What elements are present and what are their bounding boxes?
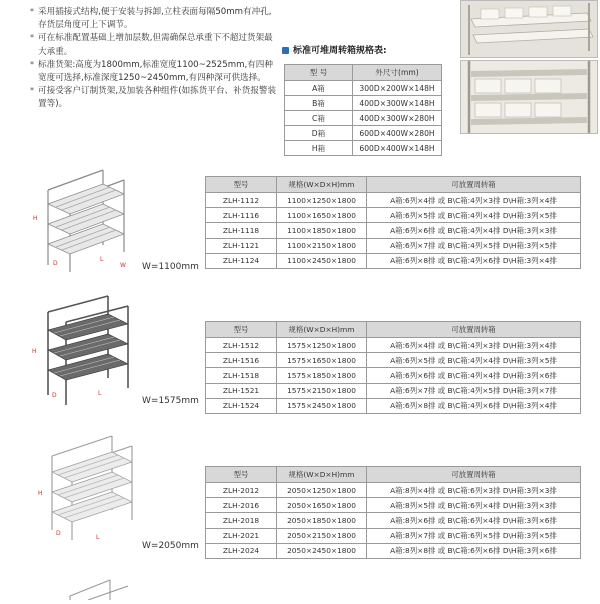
header-cell: 规格(W×D×H)mm bbox=[277, 177, 367, 193]
table-cell: A箱:8列×8排 或 B\C箱:6列×6排 D\H箱:3列×6排 bbox=[367, 543, 581, 558]
table-cell: 1100×1250×1800 bbox=[277, 193, 367, 208]
depth-letter: D bbox=[56, 530, 61, 537]
table-cell: ZLH-1124 bbox=[206, 253, 277, 268]
table-cell: ZLH-1112 bbox=[206, 193, 277, 208]
width-label-2050: W=2050mm bbox=[142, 541, 199, 551]
table-row bbox=[285, 141, 442, 156]
table-row bbox=[206, 223, 581, 238]
table-row bbox=[206, 368, 581, 383]
table-row bbox=[285, 81, 442, 96]
table-cell: A箱:6列×6排 或 B\C箱:4列×4排 D\H箱:3列×3排 bbox=[367, 223, 581, 238]
table-cell: ZLH-1118 bbox=[206, 223, 277, 238]
length-letter: L bbox=[100, 256, 104, 263]
header-cell: 型号 bbox=[206, 467, 277, 483]
table-cell: ZLH-1518 bbox=[206, 368, 277, 383]
table-row bbox=[206, 383, 581, 398]
table-row bbox=[285, 96, 442, 111]
table-cell: 1100×1650×1800 bbox=[277, 208, 367, 223]
table-header-row bbox=[206, 322, 581, 338]
table-row bbox=[206, 238, 581, 253]
table-cell: 600D×400W×280H bbox=[353, 126, 442, 141]
table-cell: B箱 bbox=[285, 96, 353, 111]
table-cell: 1575×1250×1800 bbox=[277, 338, 367, 353]
table-cell: A箱:8列×4排 或 B\C箱:6列×3排 D\H箱:3列×3排 bbox=[367, 483, 581, 498]
rack-drawing-1100 bbox=[28, 160, 138, 279]
table-row bbox=[206, 253, 581, 268]
feature-item: * 采用插接式结构,便于安装与拆卸,立柱表面每隔50mm有冲孔,存货层角度可上下调节。 bbox=[30, 6, 280, 32]
feature-item: * 可在标准配置基础上增加层数,但需确保总承重下不超过货架最大承重。 bbox=[30, 32, 280, 58]
table-cell: 1100×2450×1800 bbox=[277, 253, 367, 268]
table-header-row bbox=[206, 177, 581, 193]
length-letter: L bbox=[96, 534, 100, 541]
feature-item: * 标准货架:高度为1800mm,标准宽度1100~2525mm,有四种宽度可选择,标准深度1250~2450mm,有四种深可供选择。 bbox=[30, 59, 280, 85]
table-cell: 2050×2150×1800 bbox=[277, 528, 367, 543]
header-cell: 可放置周转箱 bbox=[367, 467, 581, 483]
table-cell: 1575×2450×1800 bbox=[277, 398, 367, 413]
model-table-2050 bbox=[205, 466, 581, 559]
table-cell: A箱:6列×4排 或 B\C箱:4列×3排 D\H箱:3列×4排 bbox=[367, 338, 581, 353]
table-cell: ZLH-2018 bbox=[206, 513, 277, 528]
table-cell: A箱 bbox=[285, 81, 353, 96]
header-cell: 可放置周转箱 bbox=[367, 177, 581, 193]
depth-letter: D bbox=[52, 392, 57, 399]
product-photo-bottom bbox=[460, 60, 598, 134]
table-cell: 1100×2150×1800 bbox=[277, 238, 367, 253]
table-cell: C箱 bbox=[285, 111, 353, 126]
table-row bbox=[206, 193, 581, 208]
square-bullet-icon bbox=[282, 47, 289, 54]
table-cell: ZLH-2012 bbox=[206, 483, 277, 498]
table-cell: ZLH-1524 bbox=[206, 398, 277, 413]
height-letter: H bbox=[38, 490, 43, 497]
table-cell: A箱:6列×5排 或 B\C箱:4列×4排 D\H箱:3列×5排 bbox=[367, 353, 581, 368]
table-cell: ZLH-2016 bbox=[206, 498, 277, 513]
header-cell: 可放置周转箱 bbox=[367, 322, 581, 338]
feature-item: * 可接受客户订制货架,及加装各种组件(如拣货平台、补货报警装置等)。 bbox=[30, 85, 280, 111]
table-cell: ZLH-1521 bbox=[206, 383, 277, 398]
table-row bbox=[285, 126, 442, 141]
table-cell: ZLH-1121 bbox=[206, 238, 277, 253]
height-letter: H bbox=[33, 215, 38, 222]
table-cell: A箱:6列×7排 或 B\C箱:4列×5排 D\H箱:3列×5排 bbox=[367, 238, 581, 253]
table-cell: 400D×300W×280H bbox=[353, 111, 442, 126]
table-cell: 1575×2150×1800 bbox=[277, 383, 367, 398]
model-table-1575 bbox=[205, 321, 581, 414]
table-cell: A箱:6列×7排 或 B\C箱:4列×5排 D\H箱:3列×7排 bbox=[367, 383, 581, 398]
table-cell: ZLH-1116 bbox=[206, 208, 277, 223]
table-row bbox=[206, 398, 581, 413]
table-row bbox=[206, 528, 581, 543]
table-cell: 2050×2450×1800 bbox=[277, 543, 367, 558]
table-cell: A箱:6列×4排 或 B\C箱:4列×3排 D\H箱:3列×4排 bbox=[367, 193, 581, 208]
box-spec-table bbox=[284, 64, 442, 156]
width-letter: W bbox=[120, 262, 126, 269]
table-row bbox=[285, 111, 442, 126]
table-cell: ZLH-1512 bbox=[206, 338, 277, 353]
table-header-row bbox=[285, 65, 442, 81]
depth-letter: D bbox=[53, 260, 58, 267]
model-table-1100 bbox=[205, 176, 581, 269]
table-row bbox=[206, 353, 581, 368]
table-header-row bbox=[206, 467, 581, 483]
table-cell: 2050×1650×1800 bbox=[277, 498, 367, 513]
table-cell: A箱:8列×7排 或 B\C箱:6列×5排 D\H箱:3列×5排 bbox=[367, 528, 581, 543]
table-cell: ZLH-1516 bbox=[206, 353, 277, 368]
table-cell: A箱:6列×8排 或 B\C箱:4列×6排 D\H箱:3列×4排 bbox=[367, 398, 581, 413]
table-row bbox=[206, 483, 581, 498]
product-photo-top bbox=[460, 0, 598, 58]
table-cell: 1100×1850×1800 bbox=[277, 223, 367, 238]
width-label-1575: W=1575mm bbox=[142, 396, 199, 406]
width-label-1100: W=1100mm bbox=[142, 262, 199, 272]
table-cell: 600D×400W×148H bbox=[353, 141, 442, 156]
header-cell: 外尺寸(mm) bbox=[353, 65, 442, 81]
table-cell: 2050×1850×1800 bbox=[277, 513, 367, 528]
table-cell: A箱:6列×6排 或 B\C箱:4列×4排 D\H箱:3列×6排 bbox=[367, 368, 581, 383]
table-cell: A箱:6列×5排 或 B\C箱:4列×4排 D\H箱:3列×5排 bbox=[367, 208, 581, 223]
table-cell: 400D×300W×148H bbox=[353, 96, 442, 111]
header-cell: 型号 bbox=[206, 322, 277, 338]
header-cell: 型 号 bbox=[285, 65, 353, 81]
table-cell: ZLH-2021 bbox=[206, 528, 277, 543]
header-cell: 规格(W×D×H)mm bbox=[277, 467, 367, 483]
rack-drawing-1575 bbox=[28, 290, 143, 414]
table-row bbox=[206, 498, 581, 513]
table-cell: ZLH-2024 bbox=[206, 543, 277, 558]
rack-drawing-2050 bbox=[38, 430, 148, 549]
table-cell: H箱 bbox=[285, 141, 353, 156]
feature-list bbox=[30, 6, 280, 112]
table-row bbox=[206, 513, 581, 528]
table-row bbox=[206, 208, 581, 223]
header-cell: 型号 bbox=[206, 177, 277, 193]
table-cell: A箱:8列×6排 或 B\C箱:6列×4排 D\H箱:3列×6排 bbox=[367, 513, 581, 528]
header-cell: 规格(W×D×H)mm bbox=[277, 322, 367, 338]
table-cell: 2050×1250×1800 bbox=[277, 483, 367, 498]
table-cell: 1575×1850×1800 bbox=[277, 368, 367, 383]
spec-table-title: 标准可堆周转箱规格表: bbox=[282, 43, 387, 56]
table-cell: D箱 bbox=[285, 126, 353, 141]
table-row bbox=[206, 543, 581, 558]
table-row bbox=[206, 338, 581, 353]
table-cell: A箱:8列×5排 或 B\C箱:6列×4排 D\H箱:3列×3排 bbox=[367, 498, 581, 513]
table-cell: A箱:6列×8排 或 B\C箱:4列×6排 D\H箱:3列×4排 bbox=[367, 253, 581, 268]
table-cell: 1575×1650×1800 bbox=[277, 353, 367, 368]
height-letter: H bbox=[32, 348, 37, 355]
table-cell: 300D×200W×148H bbox=[353, 81, 442, 96]
length-letter: L bbox=[98, 390, 102, 397]
